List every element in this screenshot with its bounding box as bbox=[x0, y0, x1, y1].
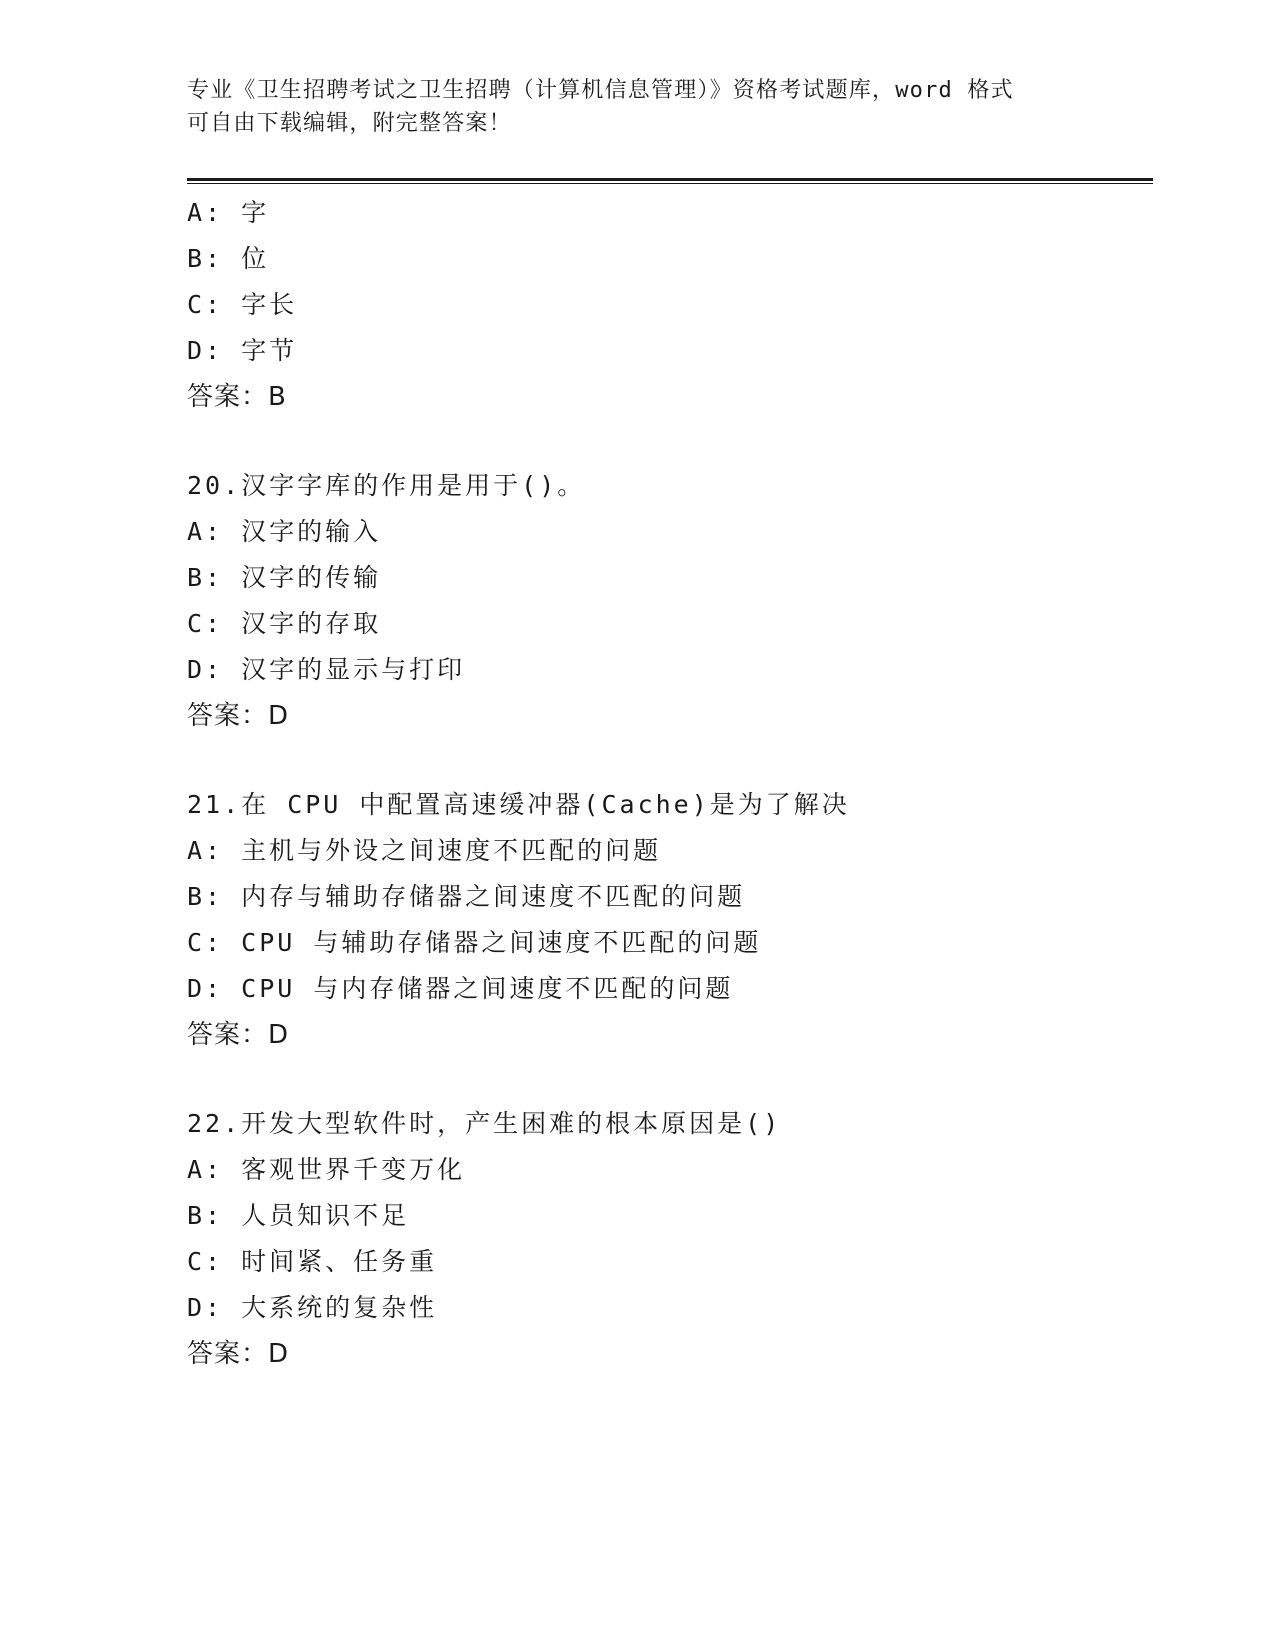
question-20-option-c: C: 汉字的存取 bbox=[187, 609, 382, 638]
question-20-option-a: A: 汉字的输入 bbox=[187, 517, 382, 546]
header-rule-thick bbox=[187, 178, 1153, 181]
question-19-option-a: A: 字 bbox=[187, 198, 270, 227]
question-spacer bbox=[187, 420, 1153, 463]
question-22-option-c: C: 时间紧、任务重 bbox=[187, 1247, 438, 1276]
question-20-block bbox=[187, 463, 1153, 739]
question-21-option-c: C: CPU 与辅助存储器之间速度不匹配的问题 bbox=[187, 928, 762, 957]
header-subtitle-line: 可自由下载编辑，附完整答案！ bbox=[187, 111, 512, 136]
question-19-option-d: D: 字节 bbox=[187, 336, 298, 365]
question-19-block bbox=[187, 190, 1153, 420]
question-22-block bbox=[187, 1101, 1153, 1377]
question-list bbox=[187, 190, 1153, 1377]
question-20-answer: 答案：D bbox=[187, 701, 290, 731]
question-22-option-b: B: 人员知识不足 bbox=[187, 1201, 410, 1230]
question-21-text: 21.在 CPU 中配置高速缓冲器(Cache)是为了解决 bbox=[187, 790, 850, 819]
question-21-answer: 答案：D bbox=[187, 1020, 290, 1050]
question-22-option-d: D: 大系统的复杂性 bbox=[187, 1293, 438, 1322]
question-19-answer: 答案：B bbox=[187, 382, 287, 412]
document-header bbox=[187, 74, 1087, 140]
question-spacer bbox=[187, 1058, 1153, 1101]
question-19-option-b: B: 位 bbox=[187, 244, 270, 273]
question-20-option-b: B: 汉字的传输 bbox=[187, 563, 382, 592]
question-spacer bbox=[187, 739, 1153, 782]
question-20-text: 20.汉字字库的作用是用于()。 bbox=[187, 471, 586, 500]
question-22-text: 22.开发大型软件时，产生困难的根本原因是() bbox=[187, 1109, 782, 1138]
question-22-option-a: A: 客观世界千变万化 bbox=[187, 1155, 466, 1184]
header-title-line: 专业《卫生招聘考试之卫生招聘（计算机信息管理）》资格考试题库，word 格式 bbox=[187, 78, 1014, 103]
question-21-option-b: B: 内存与辅助存储器之间速度不匹配的问题 bbox=[187, 882, 746, 911]
question-20-option-d: D: 汉字的显示与打印 bbox=[187, 655, 466, 684]
question-21-option-d: D: CPU 与内存储器之间速度不匹配的问题 bbox=[187, 974, 734, 1003]
question-22-answer: 答案：D bbox=[187, 1339, 290, 1369]
question-21-option-a: A: 主机与外设之间速度不匹配的问题 bbox=[187, 836, 662, 865]
question-21-block bbox=[187, 782, 1153, 1058]
question-19-option-c: C: 字长 bbox=[187, 290, 298, 319]
header-rule-thin bbox=[187, 183, 1153, 184]
